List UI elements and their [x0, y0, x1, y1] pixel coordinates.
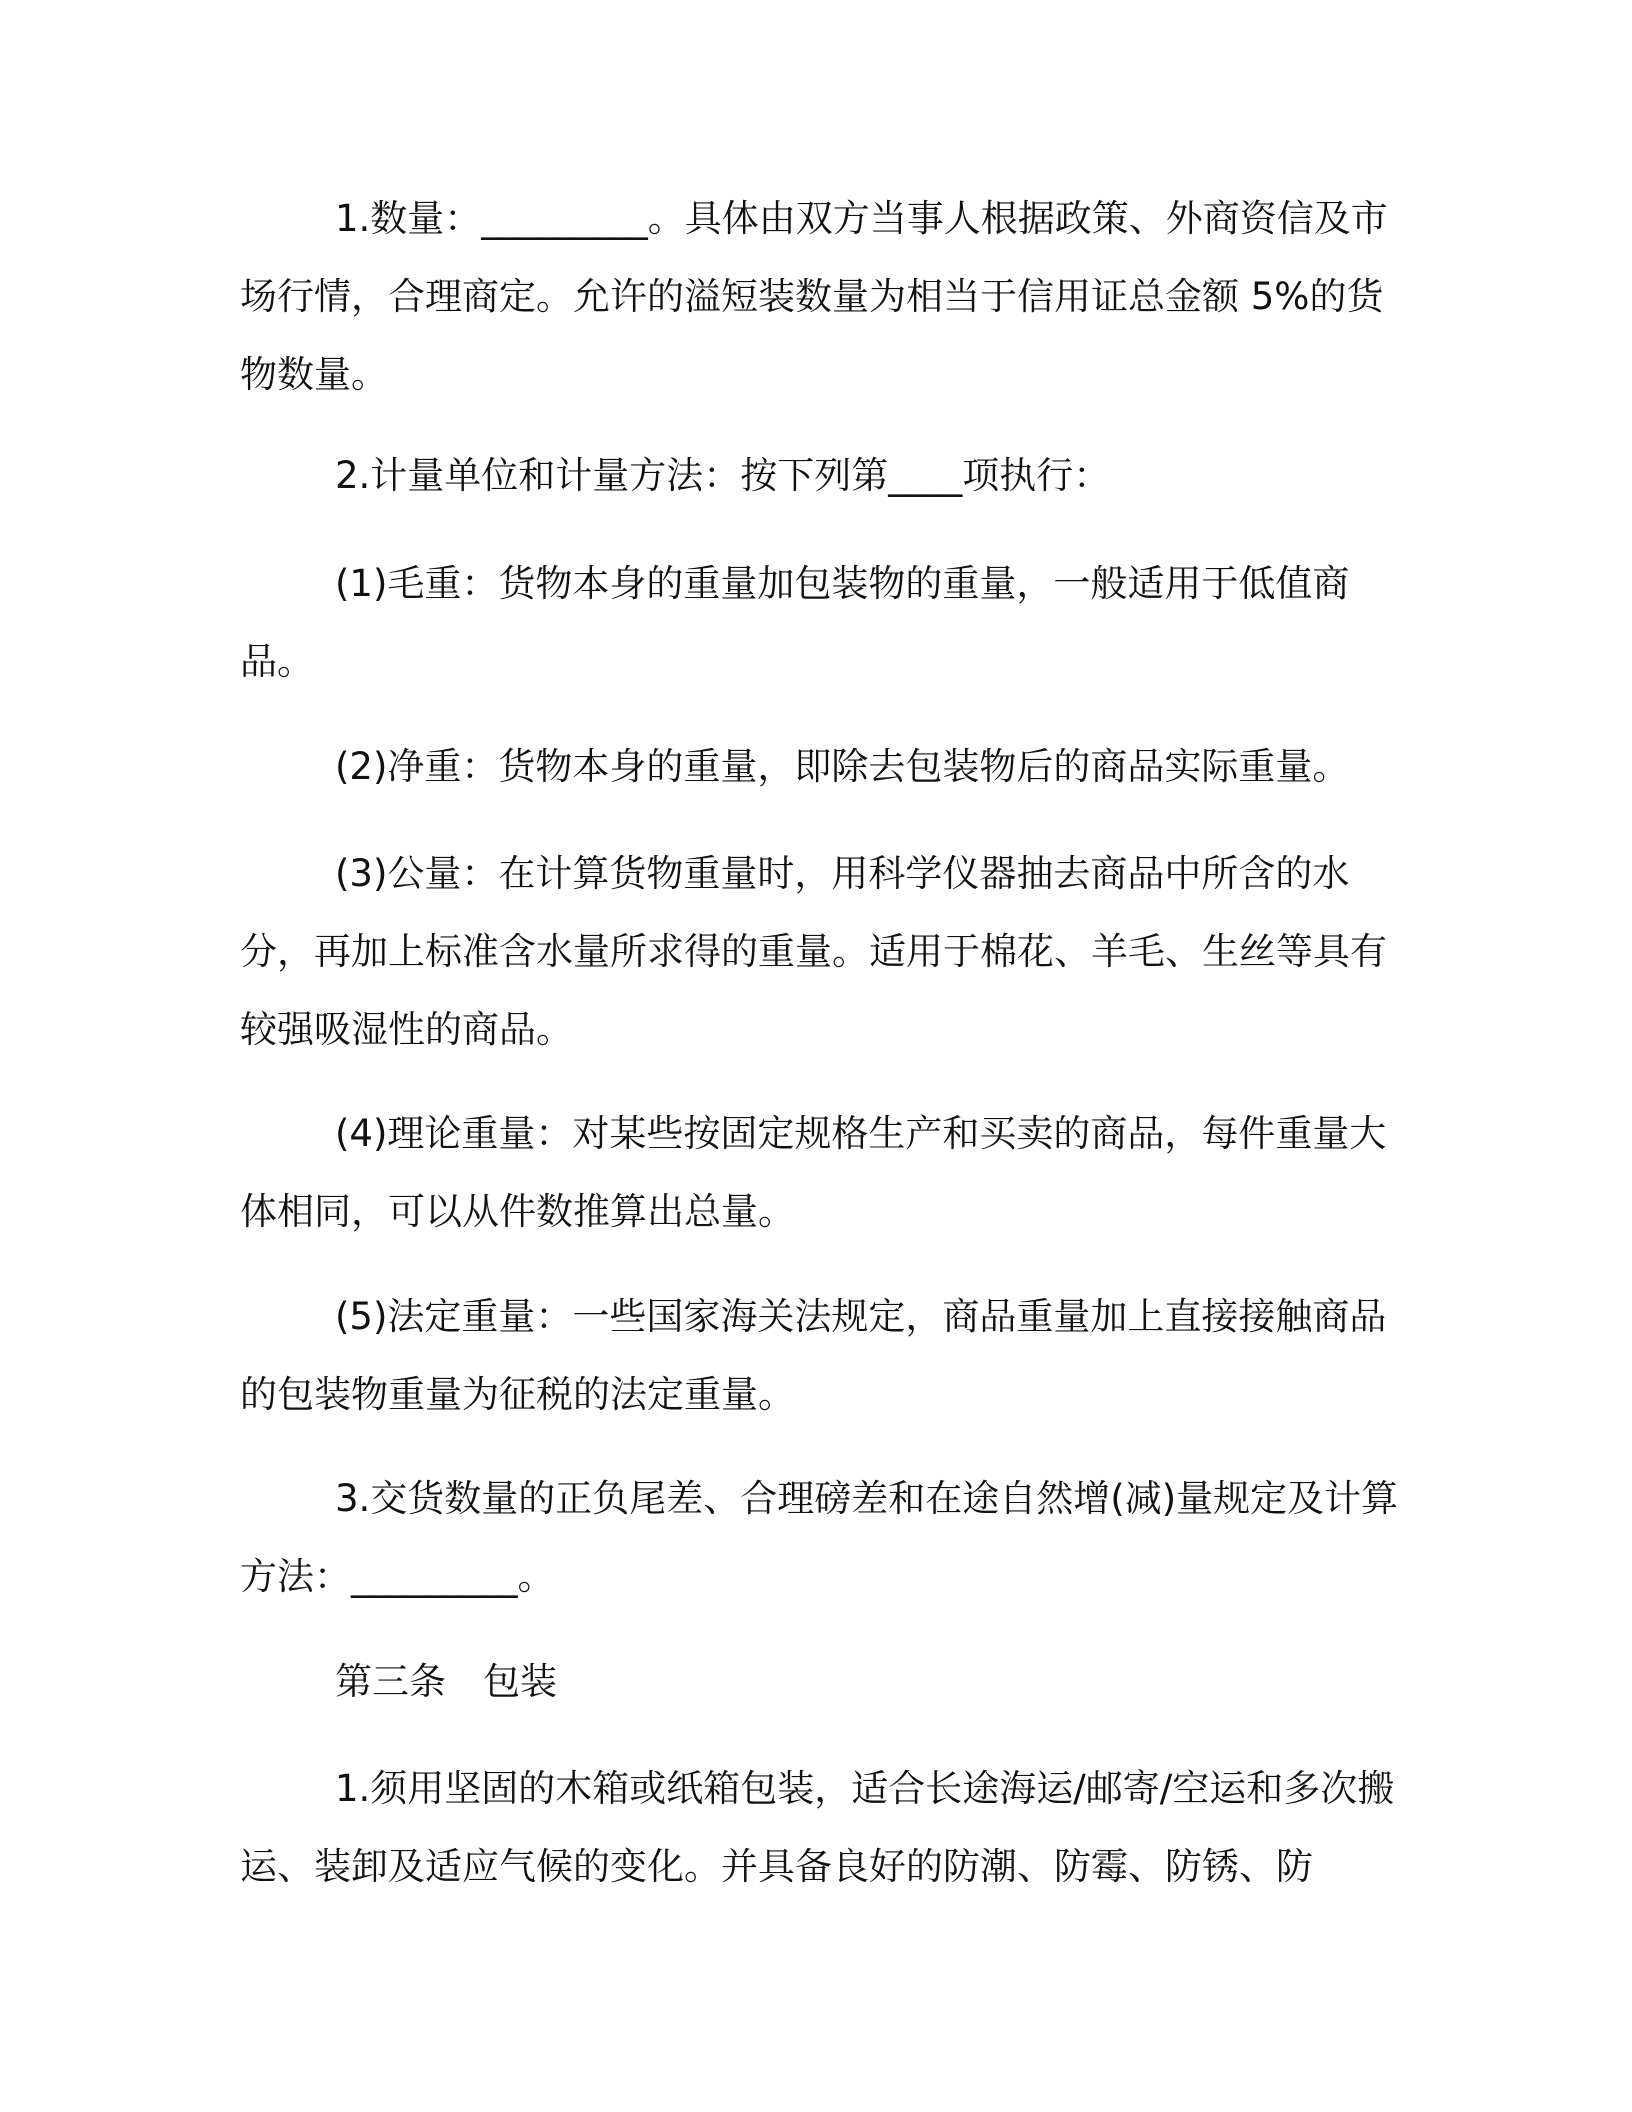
clause-measurement-method: 2.计量单位和计量方法：按下列第____项执行： [335, 454, 1111, 497]
clause-legal-weight: (5)法定重量：一些国家海关法规定，商品重量加上直接接触商品的包装物重量为征税的法定重量。 [240, 1295, 1387, 1416]
clause-theoretical-weight: (4)理论重量：对某些按固定规格生产和买卖的商品，每件重量大体相同，可以从件数推算出总量。 [240, 1112, 1387, 1233]
clause-delivery-tolerance: 3.交货数量的正负尾差、合理磅差和在途自然增(减)量规定及计算方法：_________。 [240, 1477, 1399, 1598]
article-three-heading: 第三条 包装 [335, 1660, 557, 1703]
clause-packing: 1.须用坚固的木箱或纸箱包装，适合长途海运/邮寄/空运和多次搬运、装卸及适应气候的变化。并具备良好的防潮、防霉、防锈、防 [240, 1767, 1395, 1888]
clause-conditioned-weight: (3)公量：在计算货物重量时，用科学仪器抽去商品中所含的水分，再加上标准含水量所求得的重量。适用于棉花、羊毛、生丝等具有较强吸湿性的商品。 [240, 852, 1387, 1051]
clause-net-weight: (2)净重：货物本身的重量，即除去包装物后的商品实际重量。 [335, 745, 1350, 788]
clause-gross-weight: (1)毛重：货物本身的重量加包装物的重量，一般适用于低值商品。 [240, 562, 1350, 683]
clause-quantity: 1.数量：_________。具体由双方当事人根据政策、外商资信及市场行情，合理商定。允许的溢短装数量为相当于信用证总金额 5%的货物数量。 [240, 197, 1388, 396]
